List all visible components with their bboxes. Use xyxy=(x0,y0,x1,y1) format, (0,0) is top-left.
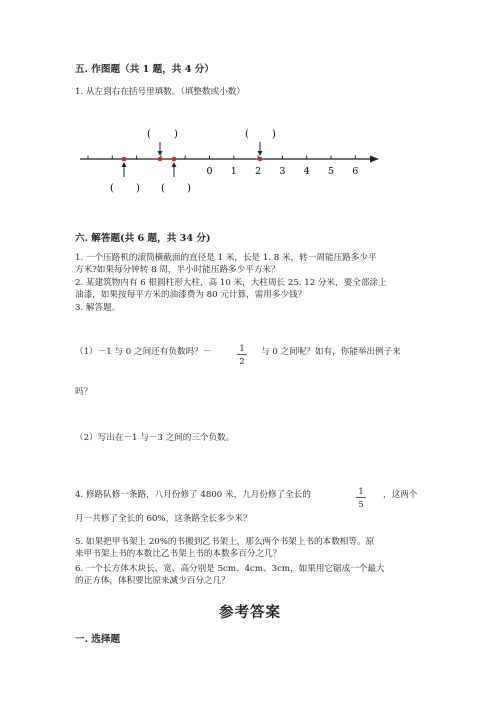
question-6-4-line2: 月一共修了全长的 60%，这条路全长多少米？ xyxy=(75,514,252,524)
red-point-2 xyxy=(158,157,163,162)
question-6-3a-after: 与 0 之间呢？如有，你能举出例子来 xyxy=(261,347,401,357)
fraction-denominator: 5 xyxy=(358,499,364,509)
question-6-1-line1: 1. 一个压路机的滚筒横截面的直径是 1 米，长是 1. 8 米，转一周能压路多少平 xyxy=(75,253,377,263)
question-6-3b: （2）写出在－1 与－3 之间的三个负数。 xyxy=(75,433,235,443)
question-6-2-line2: 油漆，如果按每平方米的油漆费为 80 元计算，需用多少钱？ xyxy=(75,290,307,300)
blank-below-2-close: ) xyxy=(187,183,191,194)
question-6-4-after: ，这两个 xyxy=(383,490,418,500)
blank-below-1-open: ( xyxy=(110,183,114,194)
question-6-6-line1: 6. 一个长方体木块长、宽、高分别是 5cm、4cm、3cm，如果用它锯成一个最大 xyxy=(75,564,385,574)
question-6-3a-cont: 吗？ xyxy=(75,387,93,397)
question-6-5-line2: 来甲书架上书的本数比乙书架上书的本数多百分之几？ xyxy=(75,549,282,559)
blank-above-2-close: ) xyxy=(272,129,276,140)
red-point-3 xyxy=(172,157,177,162)
blank-below-1-close: ) xyxy=(136,183,140,194)
number-line-figure xyxy=(75,120,385,200)
number-label: 0 xyxy=(206,166,213,177)
blank-above-1-open: ( xyxy=(147,129,151,140)
section5-heading: 五. 作图题（共 1 题，共 4 分） xyxy=(75,64,214,75)
number-line-arrowhead xyxy=(370,156,379,163)
blank-below-2-open: ( xyxy=(161,183,165,194)
number-label: 4 xyxy=(303,166,310,177)
question-6-4-before: 4. 修路队修一条路，八月份修了 4800 米，九月份修了全长的 xyxy=(75,490,311,500)
question-6-2-line1: 2. 某建筑物内有 6 根圆柱形大柱，高 10 米，大柱周长 25. 12 分米，要全部涂上 xyxy=(75,278,387,288)
fraction-denominator: 2 xyxy=(239,356,245,366)
number-label: 6 xyxy=(352,166,359,177)
answers-subheading: 一. 选择题 xyxy=(75,634,121,645)
red-point-4 xyxy=(258,157,263,162)
fraction-one-fifth xyxy=(355,486,367,509)
fraction-one-half xyxy=(236,343,248,366)
question-6-5-line1: 5. 如果把甲书架上 20%的书搬到乙书架上，那么两个书架上书的本数相等。原 xyxy=(75,537,375,547)
fraction-numerator: 1 xyxy=(358,486,364,496)
red-point-1 xyxy=(122,157,127,162)
blank-above-2-open: ( xyxy=(245,129,249,140)
question-6-1-line2: 方米?如果每分钟转 8 周，半小时能压路多少平方米？ xyxy=(75,265,280,275)
number-label: 2 xyxy=(255,166,262,177)
number-line-labels xyxy=(206,166,358,177)
question-6-6-line2: 的正方体，体积要比原来减少百分之几？ xyxy=(75,576,230,586)
number-label: 3 xyxy=(279,166,286,177)
answers-title: 参考答案 xyxy=(219,604,281,621)
fraction-numerator: 1 xyxy=(239,343,245,353)
blank-above-1-close: ) xyxy=(174,129,178,140)
question-5-1: 1. 从左到右在括号里填数。（填整数或小数） xyxy=(75,87,245,97)
question-6-3: 3. 解答题。 xyxy=(75,303,121,313)
section6-heading: 六. 解答题(共 6 题，共 34 分) xyxy=(75,233,211,244)
number-label: 5 xyxy=(327,166,335,177)
number-label: 1 xyxy=(230,166,237,177)
question-6-3a-before: （1）－1 与 0 之间还有负数吗？－ xyxy=(75,347,212,357)
